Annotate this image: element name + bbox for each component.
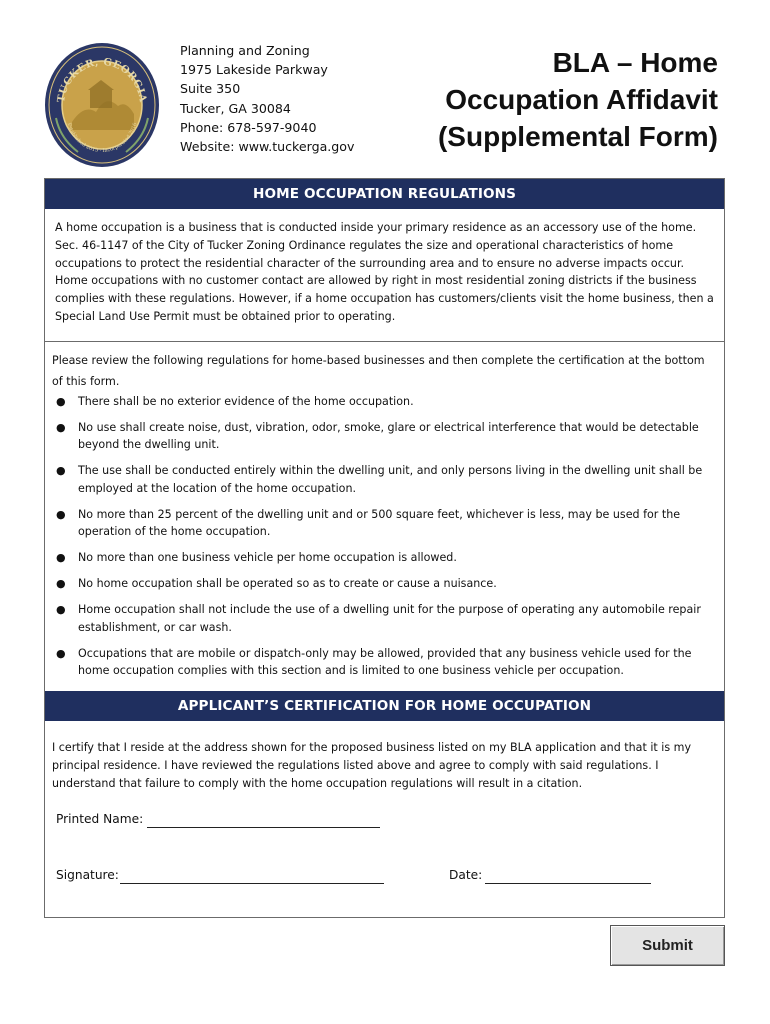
- list-item: [54, 645, 719, 680]
- list-item-text: employed at the location of the home occupation.: [78, 481, 357, 495]
- contact-block: [180, 41, 354, 156]
- date-label: Date:: [449, 868, 483, 882]
- section-divider: [45, 341, 724, 342]
- list-item-text: establishment, or car wash.: [78, 620, 232, 634]
- bullet-icon: ●: [56, 395, 66, 408]
- list-item-text: No more than 25 percent of the dwelling unit and or 500 square feet, whichever is less, may be used for the: [78, 507, 681, 521]
- signature-label: Signature:: [56, 868, 119, 882]
- intro-line: Home occupations with no customer contact are allowed by right in most residential zoning districts if the business: [55, 274, 697, 288]
- printed-name-field[interactable]: [147, 827, 380, 828]
- form-title-line-3: (Supplemental Form): [437, 121, 718, 152]
- seal-top-text: TUCKER, GEORGIA: [56, 56, 148, 104]
- review-line: Please review the following regulations for home-based businesses and then complete the certification at the bottom: [52, 354, 705, 367]
- list-item-text: Home occupation shall not include the use of a dwelling unit for the purpose of operating any automobile repair: [78, 603, 701, 617]
- list-item-text: Occupations that are mobile or dispatch-only may be allowed, provided that any business vehicle used for the: [78, 646, 692, 660]
- phone: Phone: 678-597-9040: [180, 119, 317, 135]
- printed-name-label: Printed Name:: [56, 812, 144, 826]
- form-title: [438, 44, 718, 155]
- regulations-list: [54, 393, 719, 688]
- bullet-icon: ●: [56, 421, 66, 434]
- certification-line: understand that failure to comply with the home occupation regulations will result in a citation.: [52, 776, 583, 790]
- list-item: [54, 549, 719, 566]
- bullet-icon: ●: [56, 646, 66, 660]
- city-seal-logo: [44, 42, 160, 168]
- list-item-text: There shall be no exterior evidence of the home occupation.: [78, 395, 414, 408]
- city-state-zip: Tucker, GA 30084: [180, 100, 291, 116]
- review-line: of this form.: [52, 374, 120, 388]
- review-instruction: [52, 351, 705, 392]
- street-address: 1975 Lakeside Parkway: [180, 62, 328, 78]
- submit-button[interactable]: Submit: [610, 925, 725, 966]
- suite: Suite 350: [180, 81, 241, 97]
- list-item-text: operation of the home occupation.: [78, 525, 271, 539]
- list-item: [54, 462, 719, 497]
- intro-line: complies with these regulations. However, if a home occupation has customers/clients visit the home business, then a: [55, 292, 714, 306]
- intro-paragraph: [55, 219, 714, 326]
- bullet-icon: ●: [56, 577, 66, 591]
- bullet-icon: ●: [56, 551, 66, 565]
- regulations-header: HOME OCCUPATION REGULATIONS: [45, 179, 724, 209]
- certification-header: APPLICANT’S CERTIFICATION FOR HOME OCCUPATION: [45, 691, 724, 721]
- intro-line: Special Land Use Permit must be obtained prior to operating.: [55, 309, 396, 323]
- website: Website: www.tuckerga.gov: [180, 139, 355, 155]
- list-item-text: No more than one business vehicle per home occupation is allowed.: [78, 551, 457, 565]
- certification-line: I certify that I reside at the address shown for the proposed business listed on my BLA application and that it is my: [52, 741, 692, 754]
- bullet-icon: ●: [56, 507, 66, 521]
- form-title-line-1: BLA – Home: [552, 47, 718, 78]
- certification-line: principal residence. I have reviewed the regulations listed above and agree to comply with said regulations. I: [52, 758, 659, 772]
- intro-line: occupations to protect the residential character of the surrounding area and to ensure no adverse impacts occur.: [55, 256, 685, 270]
- list-item-text: No use shall create noise, dust, vibration, odor, smoke, glare or electrical interference that would be detectable: [78, 421, 699, 434]
- date-field[interactable]: [485, 883, 651, 884]
- list-item: [54, 393, 719, 410]
- list-item-text: The use shall be conducted entirely within the dwelling unit, and only persons living in the dwelling unit shall be: [78, 464, 703, 478]
- list-item: [54, 419, 719, 454]
- list-item-text: No home occupation shall be operated so as to create or cause a nuisance.: [78, 577, 497, 591]
- certification-paragraph: [52, 739, 691, 792]
- department-name: Planning and Zoning: [180, 43, 310, 58]
- list-item: [54, 601, 719, 636]
- bullet-icon: ●: [56, 464, 66, 478]
- signature-field[interactable]: [120, 883, 384, 884]
- form-title-line-2: Occupation Affidavit: [445, 84, 718, 115]
- list-item: [54, 506, 719, 541]
- list-item-text: beyond the dwelling unit.: [78, 438, 220, 452]
- list-item-text: home occupation complies with this section and is limited to one business vehicle per occupation.: [78, 664, 624, 678]
- bullet-icon: ●: [56, 603, 66, 617]
- list-item: [54, 575, 719, 592]
- intro-line: Sec. 46-1147 of the City of Tucker Zoning Ordinance regulates the size and operational characteristics of home: [55, 238, 674, 252]
- seal-bottom-text: Established 2015 · Incorporated 2016: [65, 122, 139, 155]
- intro-line: A home occupation is a business that is conducted inside your primary residence as an accessory use of the home.: [55, 221, 697, 234]
